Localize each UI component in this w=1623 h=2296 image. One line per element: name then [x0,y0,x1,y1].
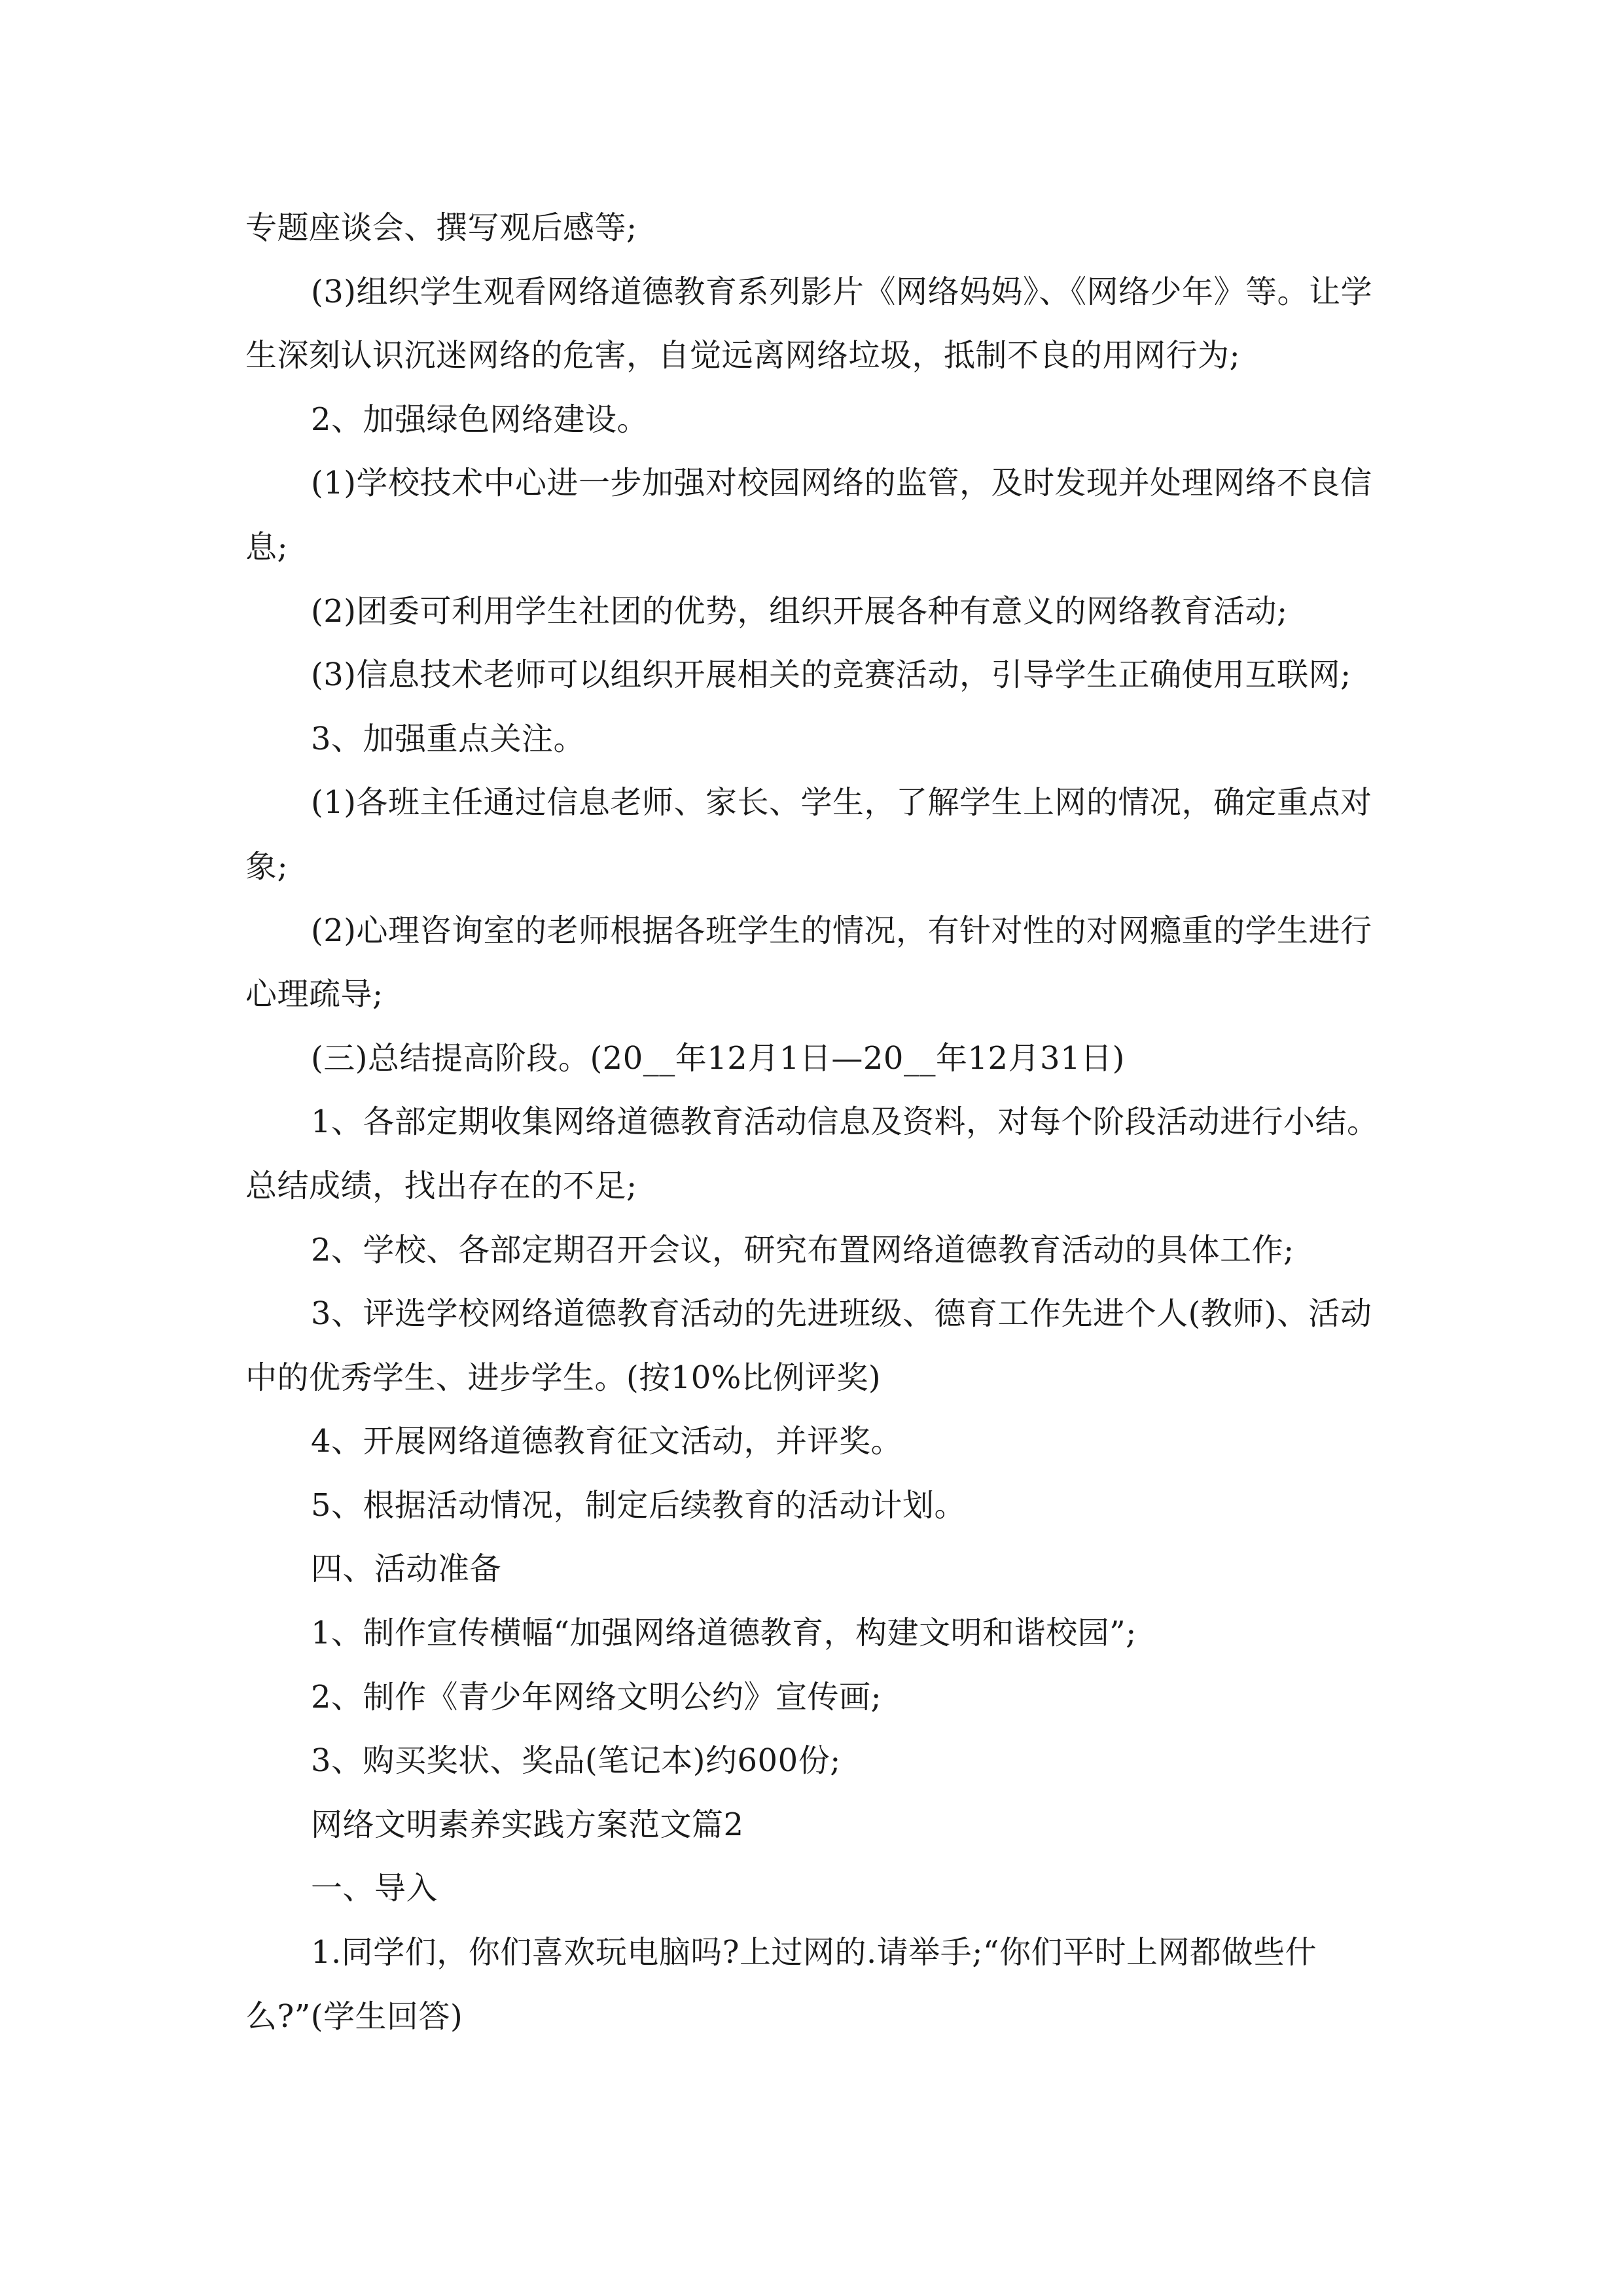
paragraph: 专题座谈会、撰写观后感等; [245,209,637,246]
article-title: 网络文明素养实践方案范文篇2 [311,1806,744,1843]
paragraph: (1)学校技术中心进一步加强对校园网络的监管，及时发现并处理网络不良信息; [245,465,1372,565]
paragraph: 4、开展网络道德教育征文活动，并评奖。 [311,1423,903,1460]
paragraph: 3、加强重点关注。 [311,720,586,757]
paragraph: (2)心理咨询室的老师根据各班学生的情况，有针对性的对网瘾重的学生进行心理疏导; [245,912,1372,1013]
paragraph: 1、各部定期收集网络道德教育活动信息及资料，对每个阶段活动进行小结。总结成绩，找出存在的不足; [245,1103,1379,1204]
paragraph: 3、购买奖状、奖品(笔记本)约600份; [311,1742,841,1780]
paragraph: (3)组织学生观看网络道德教育系列影片《网络妈妈》、《网络少年》等。让学生深刻认识沉迷网络的危害，自觉远离网络垃圾，抵制不良的用网行为; [245,273,1372,374]
document-body [245,196,1387,2049]
paragraph: 1.同学们，你们喜欢玩电脑吗?上过网的.请举手;“你们平时上网都做些什么?”(学生回答) [245,1934,1317,2035]
paragraph: (2)团委可利用学生社团的优势，组织开展各种有意义的网络教育活动; [311,592,1288,630]
paragraph: 2、学校、各部定期召开会议，研究布置网络道德教育活动的具体工作; [311,1231,1294,1268]
section-heading: 一、导入 [311,1870,438,1907]
paragraph: (3)信息技术老师可以组织开展相关的竞赛活动，引导学生正确使用互联网; [311,656,1351,694]
paragraph: 5、根据活动情况，制定后续教育的活动计划。 [311,1486,967,1524]
paragraph: (三)总结提高阶段。(20__年12月1日—20__年12月31日) [311,1039,1125,1077]
paragraph: (1)各班主任通过信息老师、家长、学生，了解学生上网的情况，确定重点对象; [245,784,1372,885]
paragraph: 3、评选学校网络道德教育活动的先进班级、德育工作先进个人(教师)、活动中的优秀学生、进步学生。(按10%比例评奖) [245,1295,1372,1396]
paragraph: 2、制作《青少年网络文明公约》宣传画; [311,1678,882,1715]
section-heading: 四、活动准备 [311,1551,502,1588]
paragraph: 2、加强绿色网络建设。 [311,401,649,438]
paragraph: 1、制作宣传横幅“加强网络道德教育，构建文明和谐校园”; [311,1615,1137,1652]
